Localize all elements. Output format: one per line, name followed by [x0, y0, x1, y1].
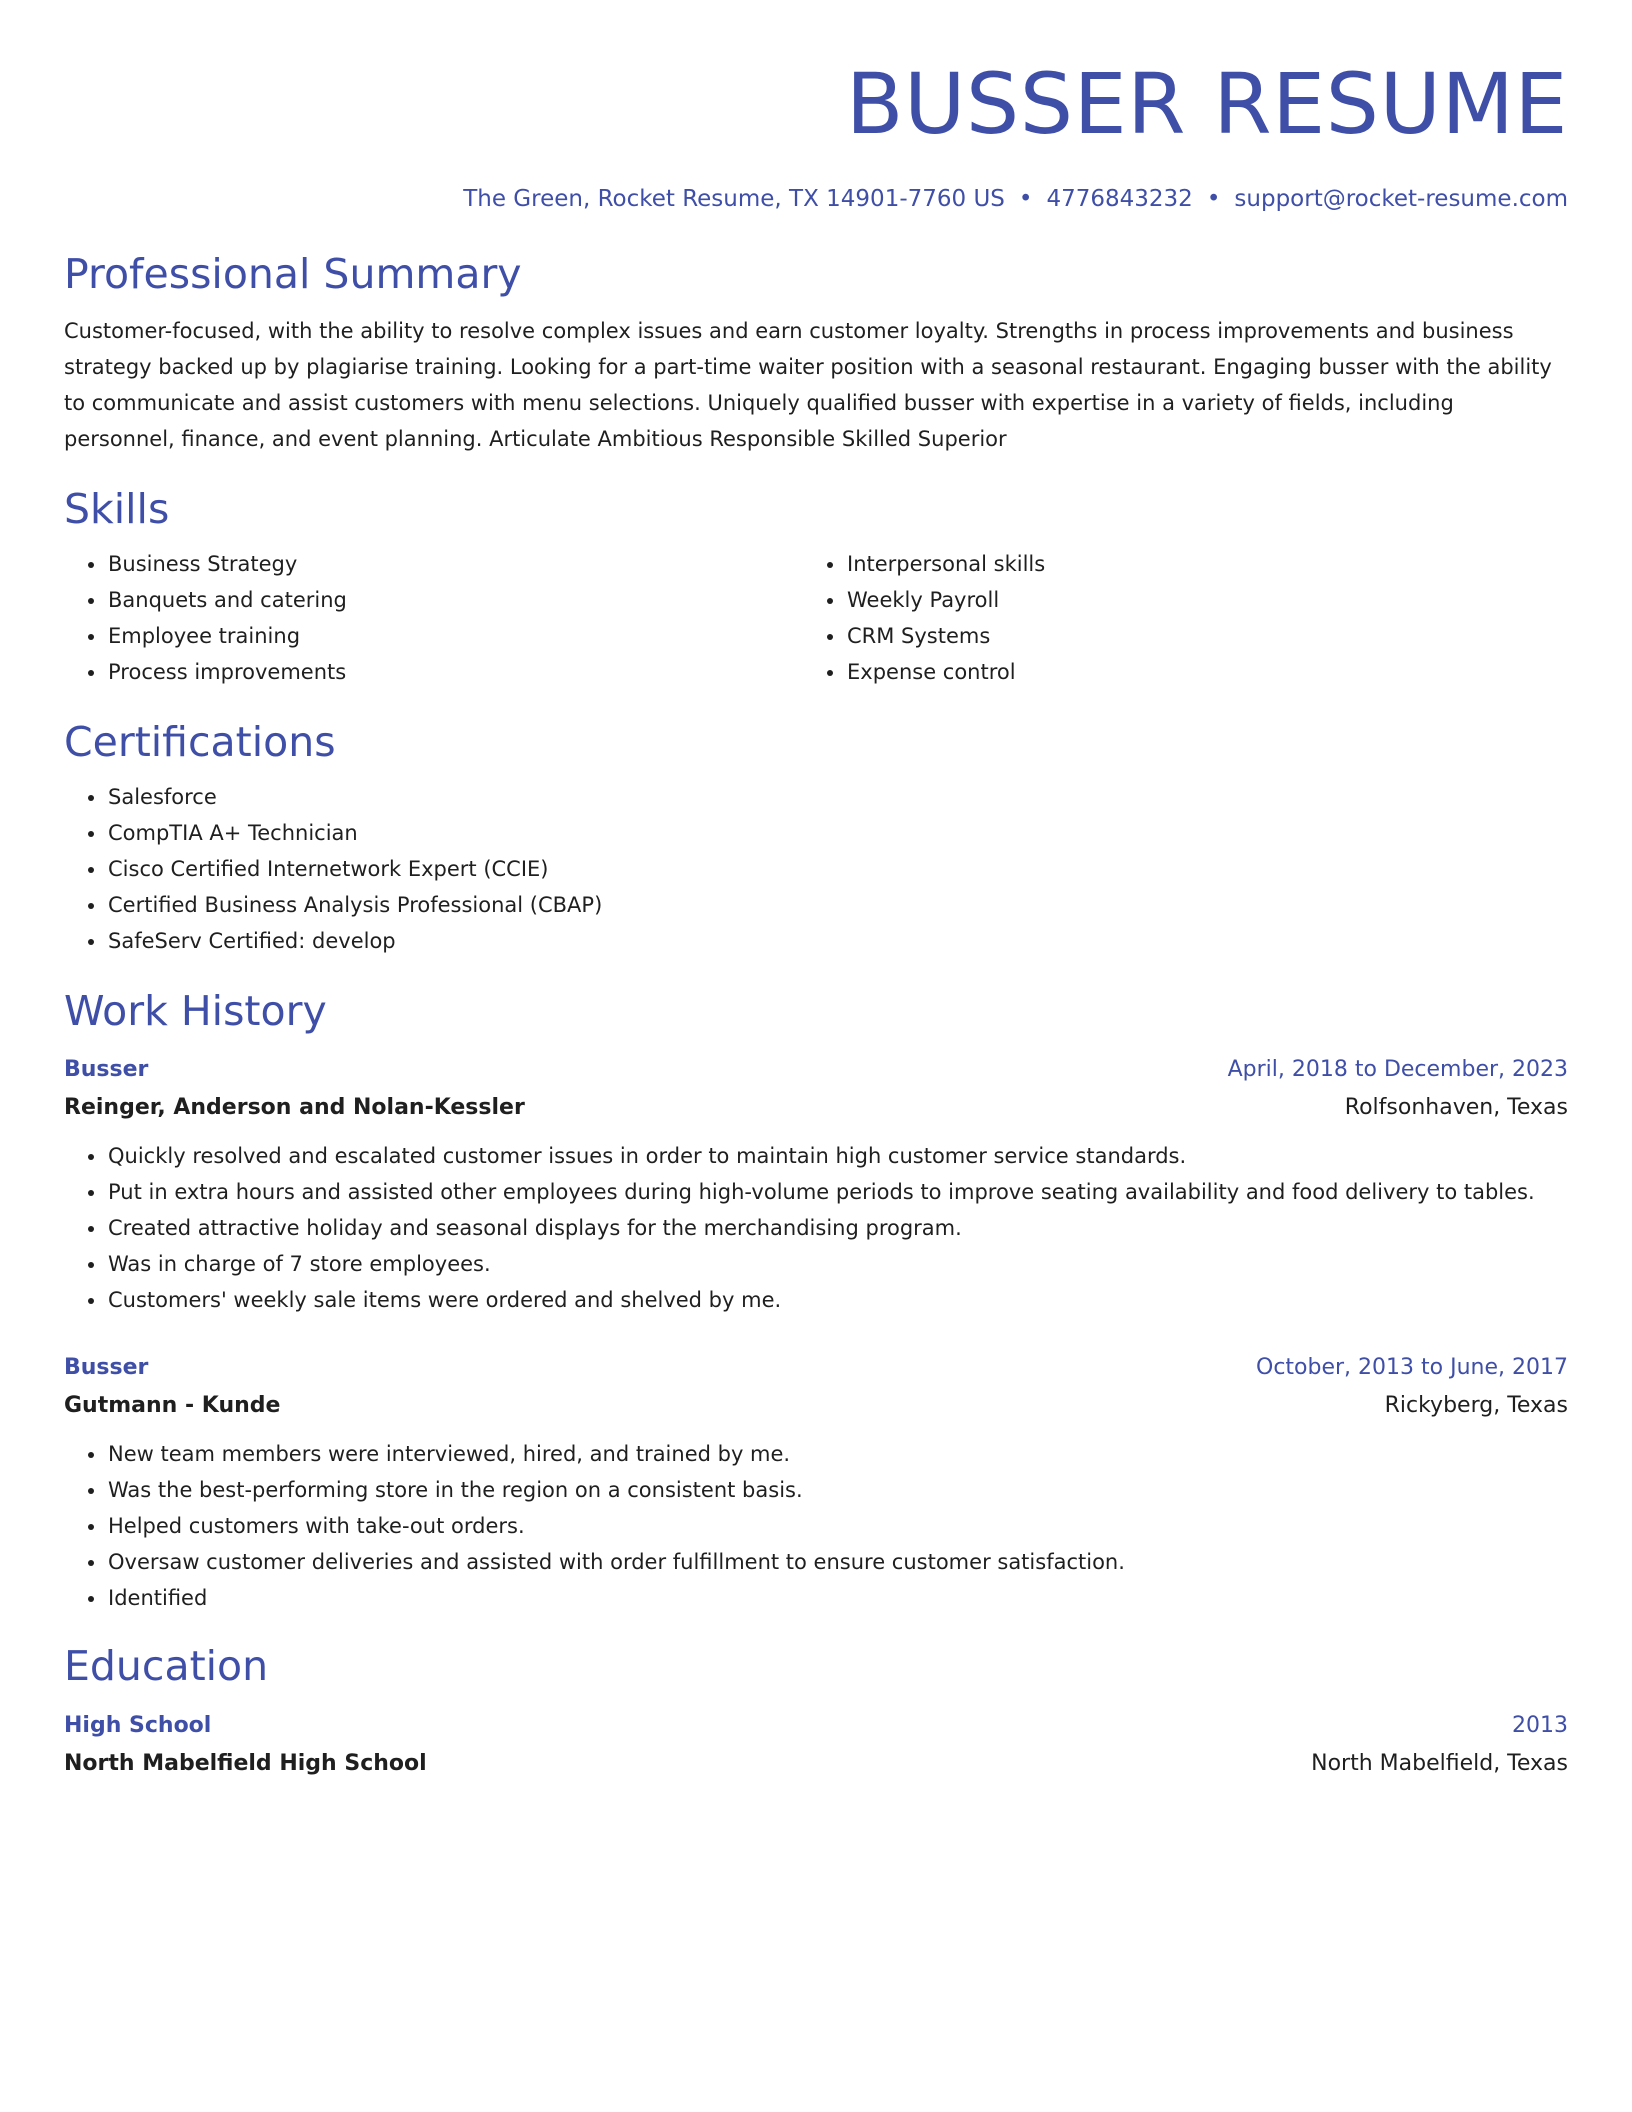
- certification-item: • Salesforce: [107, 779, 1568, 815]
- job-bullet: • Put in extra hours and assisted other employees during high-volume periods to improve seating availability and food delivery to tables.: [107, 1174, 1568, 1210]
- job-bullet: • Was the best-performing store in the region on a consistent basis.: [107, 1472, 1568, 1508]
- summary-heading: Professional Summary: [64, 249, 522, 298]
- contact-separator: •: [1018, 186, 1033, 212]
- contact-phone[interactable]: 4776843232: [1046, 186, 1193, 212]
- contact-address: The Green, Rocket Resume, TX 14901-7760 US: [463, 186, 1005, 212]
- job-bullet: • Customers' weekly sale items were ordered and shelved by me.: [107, 1282, 1568, 1318]
- job-company: Reinger, Anderson and Nolan-Kessler: [64, 1095, 525, 1121]
- work-history-heading: Work History: [64, 987, 327, 1036]
- job-bullets: [64, 1138, 1568, 1318]
- skill-item: • Business Strategy: [107, 546, 803, 582]
- certifications-list: [64, 779, 1568, 959]
- job-location: Rickyberg, Texas: [1384, 1393, 1568, 1419]
- resume-title: BUSSER RESUME: [845, 55, 1568, 153]
- summary-text: Customer-focused, with the ability to resolve complex issues and earn customer loyalty. Strengths in process improvements and business strategy backed up by plagiarise training. Looking for a part-time waiter position with a seasonal restaurant. Engaging busser with the ability to communicate and assist customers with menu selections. Uniquely qualified busser with expertise in a variety of fields, including personnel, finance, and event planning. Articulate Ambitious Responsible Skilled Superior: [64, 318, 1552, 451]
- skills-column-right: [803, 546, 1542, 690]
- certification-item: • Cisco Certified Internetwork Expert (CCIE): [107, 851, 1568, 887]
- contact-email[interactable]: support@rocket-resume.com: [1234, 186, 1568, 212]
- skills-heading: Skills: [64, 484, 170, 533]
- education-year: 2013: [1512, 1712, 1568, 1738]
- certification-item: • Certified Business Analysis Professional (CBAP): [107, 887, 1568, 923]
- skills-column-left: [64, 546, 803, 690]
- job-bullet: • Identified: [107, 1580, 1568, 1616]
- job-entry: [64, 1350, 1568, 1616]
- job-bullet: • Quickly resolved and escalated customer issues in order to maintain high customer service standards.: [107, 1138, 1568, 1174]
- contact-separator: •: [1206, 186, 1221, 212]
- education-degree: High School: [64, 1712, 212, 1738]
- skill-item: • Banquets and catering: [107, 582, 803, 618]
- skills-list: [64, 546, 1568, 690]
- education-entry: [64, 1708, 1568, 1784]
- job-bullets: [64, 1436, 1568, 1616]
- skill-item: • Employee training: [107, 618, 803, 654]
- certification-item: • CompTIA A+ Technician: [107, 815, 1568, 851]
- job-entry: [64, 1052, 1568, 1318]
- skill-item: • CRM Systems: [846, 618, 1542, 654]
- job-dates: October, 2013 to June, 2017: [1256, 1355, 1568, 1381]
- job-company: Gutmann - Kunde: [64, 1393, 281, 1419]
- job-location: Rolfsonhaven, Texas: [1344, 1095, 1568, 1121]
- certification-item: • SafeServ Certified: develop: [107, 923, 1568, 959]
- skill-item: • Interpersonal skills: [846, 546, 1542, 582]
- job-dates: April, 2018 to December, 2023: [1227, 1057, 1568, 1083]
- education-school: North Mabelfield High School: [64, 1750, 427, 1776]
- education-heading: Education: [64, 1642, 269, 1691]
- job-title: Busser: [64, 1355, 149, 1381]
- job-bullet: • Was in charge of 7 store employees.: [107, 1246, 1568, 1282]
- job-bullet: • New team members were interviewed, hired, and trained by me.: [107, 1436, 1568, 1472]
- job-bullet: • Helped customers with take-out orders.: [107, 1508, 1568, 1544]
- skill-item: • Expense control: [846, 654, 1542, 690]
- job-bullet: • Oversaw customer deliveries and assisted with order fulfillment to ensure customer satisfaction.: [107, 1544, 1568, 1580]
- education-location: North Mabelfield, Texas: [1311, 1750, 1568, 1776]
- contact-line: [64, 186, 1568, 214]
- job-title: Busser: [64, 1057, 149, 1083]
- job-bullet: • Created attractive holiday and seasonal displays for the merchandising program.: [107, 1210, 1568, 1246]
- certifications-heading: Certifications: [64, 717, 336, 766]
- skill-item: • Weekly Payroll: [846, 582, 1542, 618]
- skill-item: • Process improvements: [107, 654, 803, 690]
